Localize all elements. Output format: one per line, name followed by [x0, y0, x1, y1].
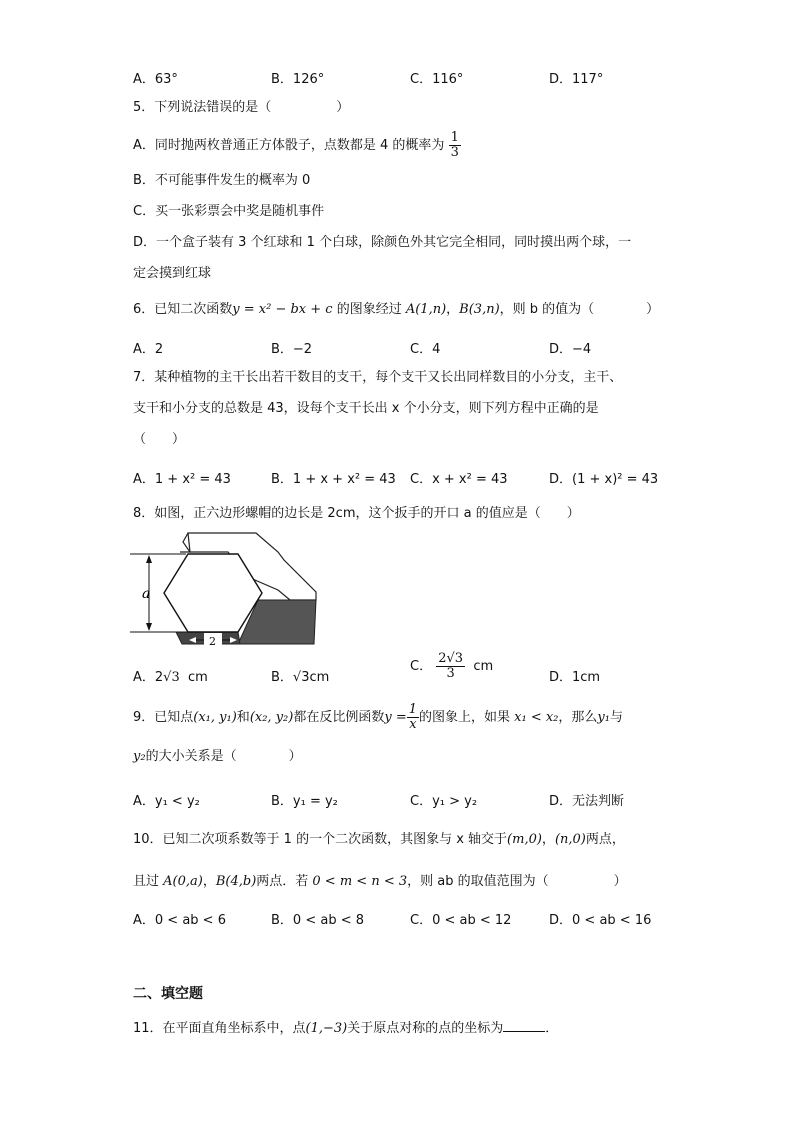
q10-option-d: D．0 < ab < 16 [549, 913, 652, 928]
q8-options [133, 651, 693, 685]
q6-point-a: A(1,n) [405, 302, 447, 317]
q9-options [133, 790, 693, 808]
q9-option-a: A．y₁ < y₂ [133, 794, 200, 809]
q9-text-3: 都在反比例函数 [293, 710, 385, 725]
q9-text-6: 与 [609, 710, 623, 725]
q5-option-c: C．买一张彩票会中奖是随机事件 [133, 204, 325, 219]
q9-stem-line1 [133, 703, 623, 732]
fraction-denominator: 3 [450, 145, 459, 160]
q10-text-2: 两点， [585, 832, 625, 847]
q8-option-c [410, 652, 493, 681]
fraction-denominator: 3 [446, 666, 455, 681]
q8-a-radical: √3 [163, 670, 180, 685]
q5-option-d-line2: 定会摸到红球 [133, 266, 212, 281]
q7-option-b: B．1 + x + x² = 43 [271, 472, 396, 487]
q8-a-unit: cm [188, 670, 208, 685]
q5-option-d-line1: D．一个盒子装有 3 个红球和 1 个白球，除颜色外其它完全相同，同时摸出两个球，一 [133, 235, 632, 250]
q5-option-b: B．不可能事件发生的概率为 0 [133, 173, 311, 188]
q10-options [133, 909, 693, 927]
q9-text-2: 和 [236, 710, 250, 725]
q8-a-prefix: A．2 [133, 670, 164, 685]
wrench-hexagon-figure [128, 532, 318, 654]
q10-option-c: C．0 < ab < 12 [410, 913, 512, 928]
q10-option-a: A．0 < ab < 6 [133, 913, 226, 928]
q10-text-5: ，则 ab 的取值范围为（ ） [407, 874, 627, 889]
q11-text-1: 11．在平面直角坐标系中，点 [133, 1021, 306, 1036]
q10-point-n: (n,0) [554, 832, 586, 847]
q10-condition: 0 < m < n < 3 [312, 874, 408, 889]
q8-c-unit: cm [473, 659, 494, 674]
q6-function: y = x² − bx + c [232, 302, 333, 317]
q7-option-d: D．(1 + x)² = 43 [549, 472, 659, 487]
q6-text-3: ，则 b 的值为（ ） [499, 302, 660, 317]
q9-func-y: y = [384, 710, 407, 725]
q7-stem-line1: 7．某种植物的主干长出若干数目的支干，每个支干又长出同样数目的小分支，主干、 [133, 370, 623, 385]
label-2: 2 [209, 635, 216, 648]
q9-stem-line2 [133, 748, 302, 766]
q9-text-4: 的图象上，如果 [419, 710, 515, 725]
q8-b-prefix: B． [271, 670, 293, 685]
q5-option-a-fraction [449, 131, 461, 160]
q6-stem [133, 301, 659, 319]
q5-stem: 5．下列说法错误的是（ ） [133, 100, 350, 115]
fraction-numerator: 1 [408, 702, 417, 717]
q8-c-fraction [436, 652, 465, 681]
q7-option-c: C．x + x² = 43 [410, 472, 508, 487]
q4-option-d: D．117° [549, 72, 604, 87]
q5-option-a-text: A．同时抛两枚普通正方体骰子，点数都是 4 的概率为 [133, 138, 445, 153]
q10-stem-line2 [133, 873, 627, 891]
q6-text-2: 的图象经过 [332, 302, 406, 317]
section-heading-fill-in: 二、填空题 [133, 986, 203, 1002]
q6-option-c: C．4 [410, 342, 441, 357]
q6-option-b: B．−2 [271, 342, 313, 357]
q10-text-3: 且过 [133, 874, 164, 889]
q6-text-1: 6．已知二次函数 [133, 302, 233, 317]
q8-stem: 8．如图，正六边形螺帽的边长是 2cm，这个扳手的开口 a 的值应是（ ） [133, 506, 580, 521]
q10-text-1: 10．已知二次项系数等于 1 的一个二次函数，其图象与 x 轴交于 [133, 832, 508, 847]
q8-option-d: D．1cm [549, 670, 601, 685]
q7-option-a: A．1 + x² = 43 [133, 472, 231, 487]
arrowhead-down [146, 623, 152, 631]
q9-condition: x₁ < x₂ [514, 710, 559, 725]
q10-comma: ， [541, 832, 555, 847]
q10-stem-line1 [133, 831, 625, 849]
q8-b-radical: √3 [292, 670, 310, 685]
q7-stem-line2: 支干和小分支的总数是 43，设每个支干长出 x 个小分支，则下列方程中正确的是 [133, 401, 599, 416]
answer-blank [503, 1019, 545, 1032]
q8-c-prefix: C． [410, 659, 433, 674]
fraction-numerator: 1 [450, 130, 459, 145]
q4-options [133, 68, 693, 86]
q9-option-b: B．y₁ = y₂ [271, 794, 338, 809]
q9-point-2: (x₂, y₂) [249, 710, 294, 725]
q9-y2: y₂ [133, 749, 146, 764]
arrowhead-up [146, 555, 152, 563]
q10-option-b: B．0 < ab < 8 [271, 913, 364, 928]
q8-b-unit: cm [309, 670, 330, 685]
q9-text-5: ，那么 [558, 710, 598, 725]
q10-point-a: A(0,a) [163, 874, 203, 889]
q7-stem-line3: （ ） [133, 432, 186, 447]
q10-text-4: 两点．若 [256, 874, 313, 889]
q6-option-d: D．−4 [549, 342, 592, 357]
q9-option-d: D．无法判断 [549, 794, 625, 809]
q9-line2-text: 的大小关系是（ ） [145, 749, 302, 764]
q11-point: (1,−3) [305, 1021, 348, 1036]
q7-options [133, 468, 693, 486]
q9-text-1: 9．已知点 [133, 710, 194, 725]
q11-stem [133, 1019, 558, 1038]
q11-end: ． [545, 1021, 559, 1036]
q11-text-2: 关于原点对称的点的坐标为 [347, 1021, 504, 1036]
q10-point-b: B(4,b) [215, 874, 257, 889]
q6-comma: ， [446, 302, 460, 317]
q10-comma-2: ， [202, 874, 216, 889]
q6-option-a: A．2 [133, 342, 164, 357]
q5-option-a [133, 131, 461, 160]
q4-option-b: B．126° [271, 72, 325, 87]
label-a: a [142, 586, 151, 602]
q9-option-c: C．y₁ > y₂ [410, 794, 478, 809]
q4-option-a: A．63° [133, 72, 178, 87]
fraction-denominator: x [409, 717, 417, 732]
q9-point-1: (x₁, y₁) [193, 710, 237, 725]
q9-func-fraction [407, 703, 419, 732]
q6-options [133, 338, 693, 356]
q6-point-b: B(3,n) [459, 302, 500, 317]
q9-y1: y₁ [597, 710, 610, 725]
q4-option-c: C．116° [410, 72, 464, 87]
q10-point-m: (m,0) [507, 832, 542, 847]
q8-option-a [133, 666, 208, 685]
fraction-numerator: 2√3 [438, 651, 464, 666]
q8-option-b [271, 666, 329, 685]
